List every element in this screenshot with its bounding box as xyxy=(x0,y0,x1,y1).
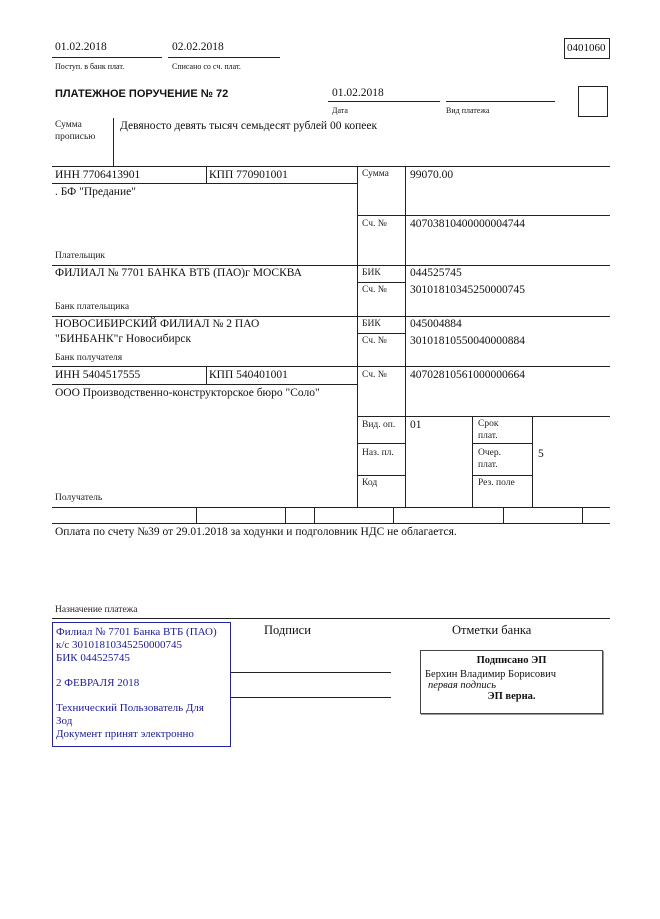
payee-bank-name-2: "БИНБАНК"г Новосибирск xyxy=(55,333,192,345)
date-label: Дата xyxy=(332,106,348,115)
form-code: 0401060 xyxy=(564,38,610,59)
payee-kpp: КПП 540401001 xyxy=(209,369,288,381)
stamp-line: Технический Пользователь Для xyxy=(56,702,204,714)
payee-account-label: Сч. № xyxy=(362,370,387,380)
payer-bank-bik: 044525745 xyxy=(410,267,462,279)
payee-inn: ИНН 5404517555 xyxy=(55,369,141,381)
term-label: Срок xyxy=(478,419,499,429)
purpose-code-label: Наз. пл. xyxy=(362,448,394,458)
priority: 5 xyxy=(538,448,544,460)
e-signature-box xyxy=(420,650,603,714)
payer-account-label: Сч. № xyxy=(362,219,387,229)
payer-account: 40703810400000004744 xyxy=(410,218,525,230)
page-title: ПЛАТЕЖНОЕ ПОРУЧЕНИЕ № 72 xyxy=(55,88,229,100)
payee-bank-account-label: Сч. № xyxy=(362,336,387,346)
payee-name: ООО Производственно-конструкторское бюро "Соло" xyxy=(55,387,320,399)
payee-bank-bik: 045004884 xyxy=(410,318,462,330)
stamp-line: Зод xyxy=(56,715,73,727)
received-date: 01.02.2018 xyxy=(55,41,107,53)
op-type-label: Вид. оп. xyxy=(362,420,396,430)
payer-label: Плательщик xyxy=(55,251,106,261)
amount-words: Девяносто девять тысяч семьдесят рублей 00 копеек xyxy=(120,120,378,132)
payee-bank-name: НОВОСИБИРСКИЙ ФИЛИАЛ № 2 ПАО xyxy=(55,318,260,330)
stamp-line: Документ принят электронно xyxy=(56,728,194,740)
payer-bik-label: БИК xyxy=(362,268,381,278)
payee-account: 40702810561000000664 xyxy=(410,369,525,381)
purpose-label: Назначение платежа xyxy=(55,605,138,615)
stamp-date: 2 ФЕВРАЛЯ 2018 xyxy=(56,677,140,689)
op-type: 01 xyxy=(410,419,422,431)
payer-bank-label: Банк плательщика xyxy=(55,302,130,312)
amount-label: Сумма xyxy=(362,169,389,179)
payer-bank-account: 30101810345250000745 xyxy=(410,284,525,296)
payer-name: . БФ "Предание" xyxy=(55,186,136,198)
amount-words-label: Сумма xyxy=(55,120,82,130)
debited-label: Списано со сч. плат. xyxy=(172,62,241,71)
term-label-2: плат. xyxy=(478,431,498,441)
stamp-line: к/с 30101810345250000745 xyxy=(56,639,183,651)
payer-bank-account-label: Сч. № xyxy=(362,285,387,295)
e-signature-role: первая подпись xyxy=(428,680,497,691)
payer-kpp: КПП 770901001 xyxy=(209,169,288,181)
payment-type-label: Вид платежа xyxy=(446,106,490,115)
bank-marks-label: Отметки банка xyxy=(452,623,532,637)
bank-stamp xyxy=(52,622,231,747)
code-label: Код xyxy=(362,478,378,488)
priority-label-2: плат. xyxy=(478,460,498,470)
e-signature-name: Берхин Владимир Борисович xyxy=(425,669,556,680)
payer-inn: ИНН 7706413901 xyxy=(55,169,141,181)
stamp-line: БИК 044525745 xyxy=(56,652,130,664)
payment-purpose: Оплата по счету №39 от 29.01.2018 за ходунки и подголовник НДС не облагается. xyxy=(55,526,457,538)
e-signature-title: Подписано ЭП xyxy=(476,655,547,666)
debited-date: 02.02.2018 xyxy=(172,41,224,53)
payer-bank-name: ФИЛИАЛ № 7701 БАНКА ВТБ (ПАО)г МОСКВА xyxy=(55,267,302,279)
received-label: Поступ. в банк плат. xyxy=(55,62,125,71)
e-signature-status: ЭП верна. xyxy=(487,691,536,702)
payee-bik-label: БИК xyxy=(362,319,381,329)
payee-bank-label: Банк получателя xyxy=(55,353,123,363)
amount-words-label-2: прописью xyxy=(55,132,96,142)
payment-type-box xyxy=(578,86,608,117)
signatures-label: Подписи xyxy=(264,623,311,637)
priority-label: Очер. xyxy=(478,448,501,458)
reserve-label: Рез. поле xyxy=(478,478,515,488)
amount: 99070.00 xyxy=(410,169,454,181)
payee-label: Получатель xyxy=(55,493,103,503)
stamp-line: Филиал № 7701 Банка ВТБ (ПАО) xyxy=(56,626,217,638)
payee-bank-account: 30101810550040000884 xyxy=(410,335,525,347)
document-date: 01.02.2018 xyxy=(332,87,384,99)
